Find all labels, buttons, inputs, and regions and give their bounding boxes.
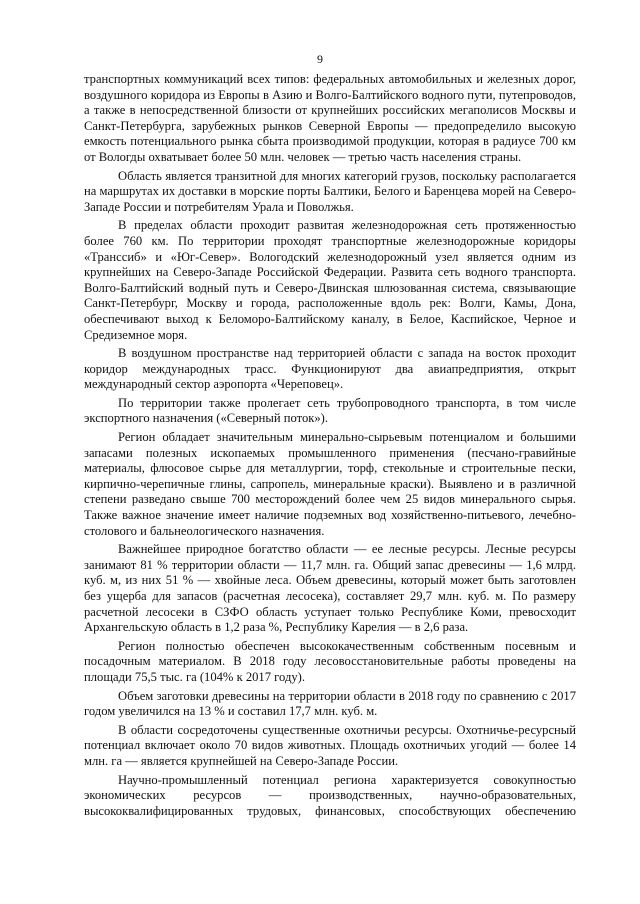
paragraph-mineral-resources: Регион обладает значительным минерально-сырьевым потенциалом и большими запасами полезных ископаемых промышленного применения (песчано-гравийные материалы, флюсовое сырье для металлургии, торф, стекольные и строительные пески, кирпично-черепичные глины, сапропель, минеральные краски). Выявлено и в различной степени разведано свыше 700 месторождений более чем 25 видов минерального сырья. Также важное значение имеет наличие подземных вод хозяйственно-питьевого, лечебно-столового и бальнеологического назначения. bbox=[84, 430, 576, 538]
page-number: 9 bbox=[317, 52, 323, 66]
paragraph-timber-harvest: Объем заготовки древесины на территории области в 2018 году по сравнению с 2017 годом увеличился на 13 % и составил 17,7 млн. куб. м. bbox=[84, 688, 576, 719]
paragraph-air-space: В воздушном пространстве над территорией области с запада на восток проходит коридор международных трасс. Функционируют два авиапредприятия, открыт международный сектор аэропорта «Череповец». bbox=[84, 346, 576, 392]
paragraph-hunting-resources: В области сосредоточены существенные охотничьи ресурсы. Охотничье-ресурсный потенциал включает около 70 видов животных. Площадь охотничьих угодий — более 14 млн. га — является крупнейшей на Северо-Западе России. bbox=[84, 722, 576, 768]
paragraph-railway-network: В пределах области проходит развитая железнодорожная сеть протяженностью более 760 км. По территории проходят транспортные железнодорожные коридоры «Транссиб» и «Юг-Север». Вологодский железнодорожный узел является одним из крупнейших на Северо-Западе Российской Федерации. Развита сеть водного транспорта. Волго-Балтийский водный путь и Северо-Двинская шлюзованная система, связывающие Санкт-Петербург, Москву и города, расположенные вдоль рек: Волги, Камы, Дона, обеспечивают выход к Беломоро-Балтийскому каналу, в Белое, Каспийское, Черное и Средиземное моря. bbox=[84, 218, 576, 342]
paragraph-seed-material: Регион полностью обеспечен высококачественным собственным посевным и посадочным материалом. В 2018 году лесовосстановительные работы проведены на площади 75,5 тыс. га (104% к 2017 году). bbox=[84, 638, 576, 684]
paragraph-pipelines: По территории также пролегает сеть трубопроводного транспорта, в том числе экспортного назначения («Северный поток»). bbox=[84, 395, 576, 426]
body-text bbox=[84, 72, 576, 822]
paragraph-transport-communications: транспортных коммуникаций всех типов: федеральных автомобильных и железных дорог, воздушного коридора из Европы в Азию и Волго-Балтийского водного пути, путепроводов, а также в непосредственной близости от крупнейших российских мегаполисов Москвы и Санкт-Петербурга, зарубежных рынков Северной Европы — предопределило высокую емкость потенциального рынка сбыта производимой продукции, которая в радиусе 700 км от Вологды охватывает более 50 млн. человек — третью часть населения страны. bbox=[84, 72, 576, 164]
paragraph-forest-resources: Важнейшее природное богатство области — ее лесные ресурсы. Лесные ресурсы занимают 81 % территории области — 11,7 млн. га. Общий запас древесины — 1,6 млрд. куб. м, из них 51 % — хвойные леса. Объем древесины, который может быть заготовлен без ущерба для запасов (расчетная лесосека), составляет 29,7 млн. куб. м. По размеру расчетной лесосеки в СЗФО область уступает только Республике Коми, превосходит Архангельскую область в 1,2 раза %, Республику Карелия — в 2,6 раза. bbox=[84, 542, 576, 635]
paragraph-scientific-potential: Научно-промышленный потенциал региона характеризуется совокупностью экономических ресурсов — производственных, научно-образовательных, высококвалифицированных трудовых, финансовых, способствующих обеспечению bbox=[84, 772, 576, 818]
paragraph-transit-region: Область является транзитной для многих категорий грузов, поскольку располагается на маршрутах их доставки в морские порты Балтики, Белого и Баренцева морей на Северо-Западе России и потребителям Урала и Поволжья. bbox=[84, 168, 576, 214]
